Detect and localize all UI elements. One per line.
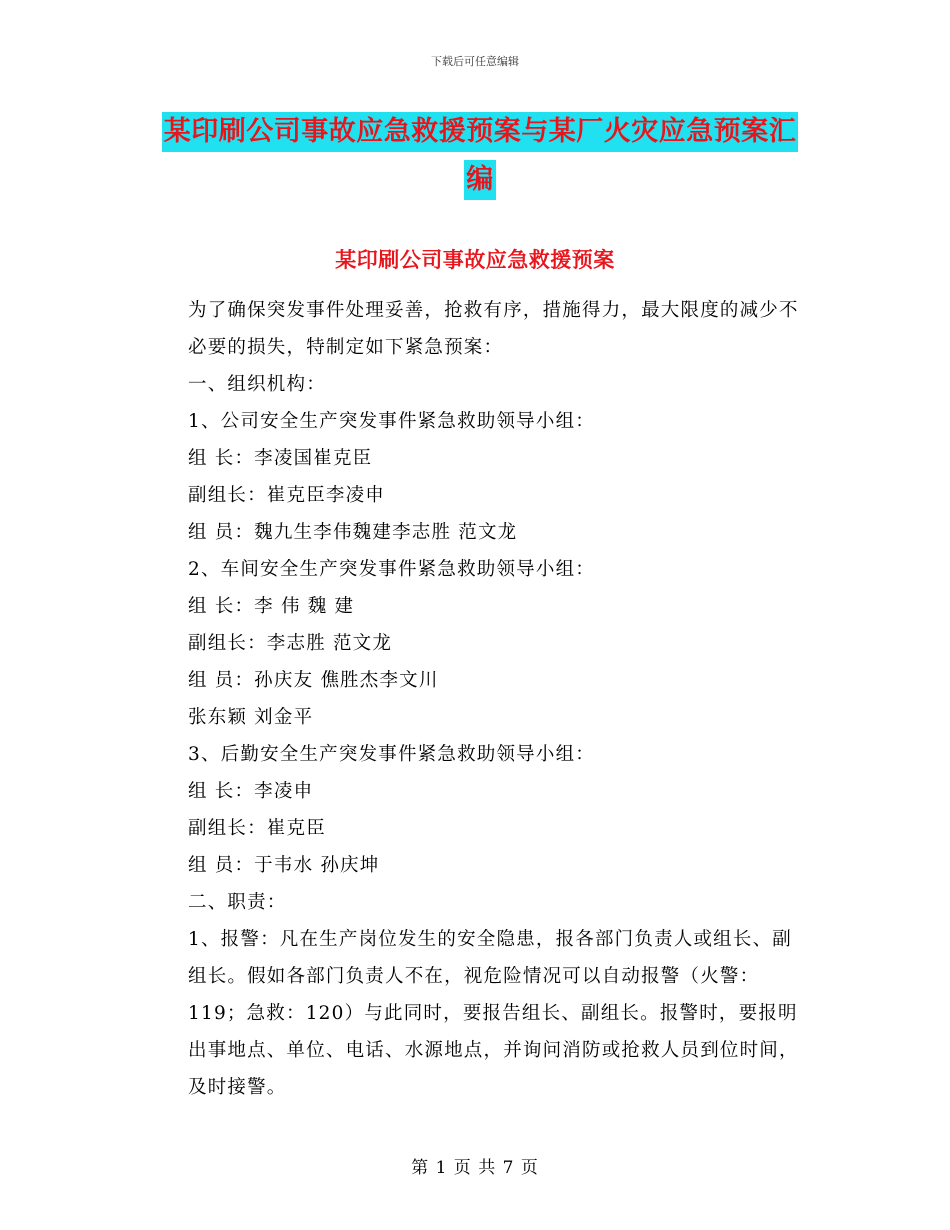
paragraph: 组 员：魏九生李伟魏建李志胜 范文龙 bbox=[188, 522, 518, 543]
header-note: 下载后可任意编辑 bbox=[431, 55, 519, 68]
paragraph: 组 长：李 伟 魏 建 bbox=[188, 596, 355, 617]
document-title bbox=[140, 108, 820, 204]
footer-total-pages: 7 bbox=[502, 1158, 515, 1178]
title-line-2: 编 bbox=[464, 160, 496, 200]
paragraph: 副组长：李志胜 范文龙 bbox=[188, 633, 393, 654]
paragraph: 副组长：崔克臣 bbox=[188, 818, 326, 839]
paragraph: 一、组织机构： bbox=[188, 374, 326, 395]
paragraph: 1、公司安全生产突发事件紧急救助领导小组： bbox=[188, 411, 595, 432]
paragraph: 二、职责： bbox=[188, 892, 287, 913]
paragraph: 组 员：孙庆友 僬胜杰李文川 bbox=[188, 670, 439, 691]
section-title: 某印刷公司事故应急救援预案 bbox=[335, 248, 615, 272]
footer-prefix: 第 bbox=[411, 1158, 430, 1178]
paragraph: 副组长：崔克臣李凌申 bbox=[188, 485, 386, 506]
paragraph: 1、报警：凡在生产岗位发生的安全隐患，报各部门负责人或组长、副组长。假如各部门负责人不在，视危险情况可以自动报警（火警：119；急救：120）与此同时，要报告组长、副组长。报警时，要报明出事地点、单位、电话、水源地点，并询问消防或抢救人员到位时间，及时接警。 bbox=[188, 929, 799, 1098]
footer-page-number: 1 bbox=[435, 1158, 448, 1178]
paragraph: 3、后勤安全生产突发事件紧急救助领导小组： bbox=[188, 744, 595, 765]
paragraph: 2、车间安全生产突发事件紧急救助领导小组： bbox=[188, 559, 595, 580]
paragraph: 张东颖 刘金平 bbox=[188, 707, 314, 728]
paragraph: 组 长：李凌国崔克臣 bbox=[188, 448, 373, 469]
footer-middle: 页 共 bbox=[453, 1158, 497, 1178]
footer-suffix: 页 bbox=[520, 1158, 539, 1178]
body-text bbox=[140, 292, 810, 1106]
paragraph: 为了确保突发事件处理妥善，抢救有序，措施得力，最大限度的减少不必要的损失，特制定如下紧急预案： bbox=[188, 300, 799, 358]
title-line-1: 某印刷公司事故应急救援预案与某厂火灾应急预案汇 bbox=[162, 112, 799, 152]
paragraph: 组 长：李凌申 bbox=[188, 781, 314, 802]
page-footer bbox=[0, 1153, 950, 1178]
paragraph: 组 员：于韦水 孙庆坤 bbox=[188, 855, 380, 876]
